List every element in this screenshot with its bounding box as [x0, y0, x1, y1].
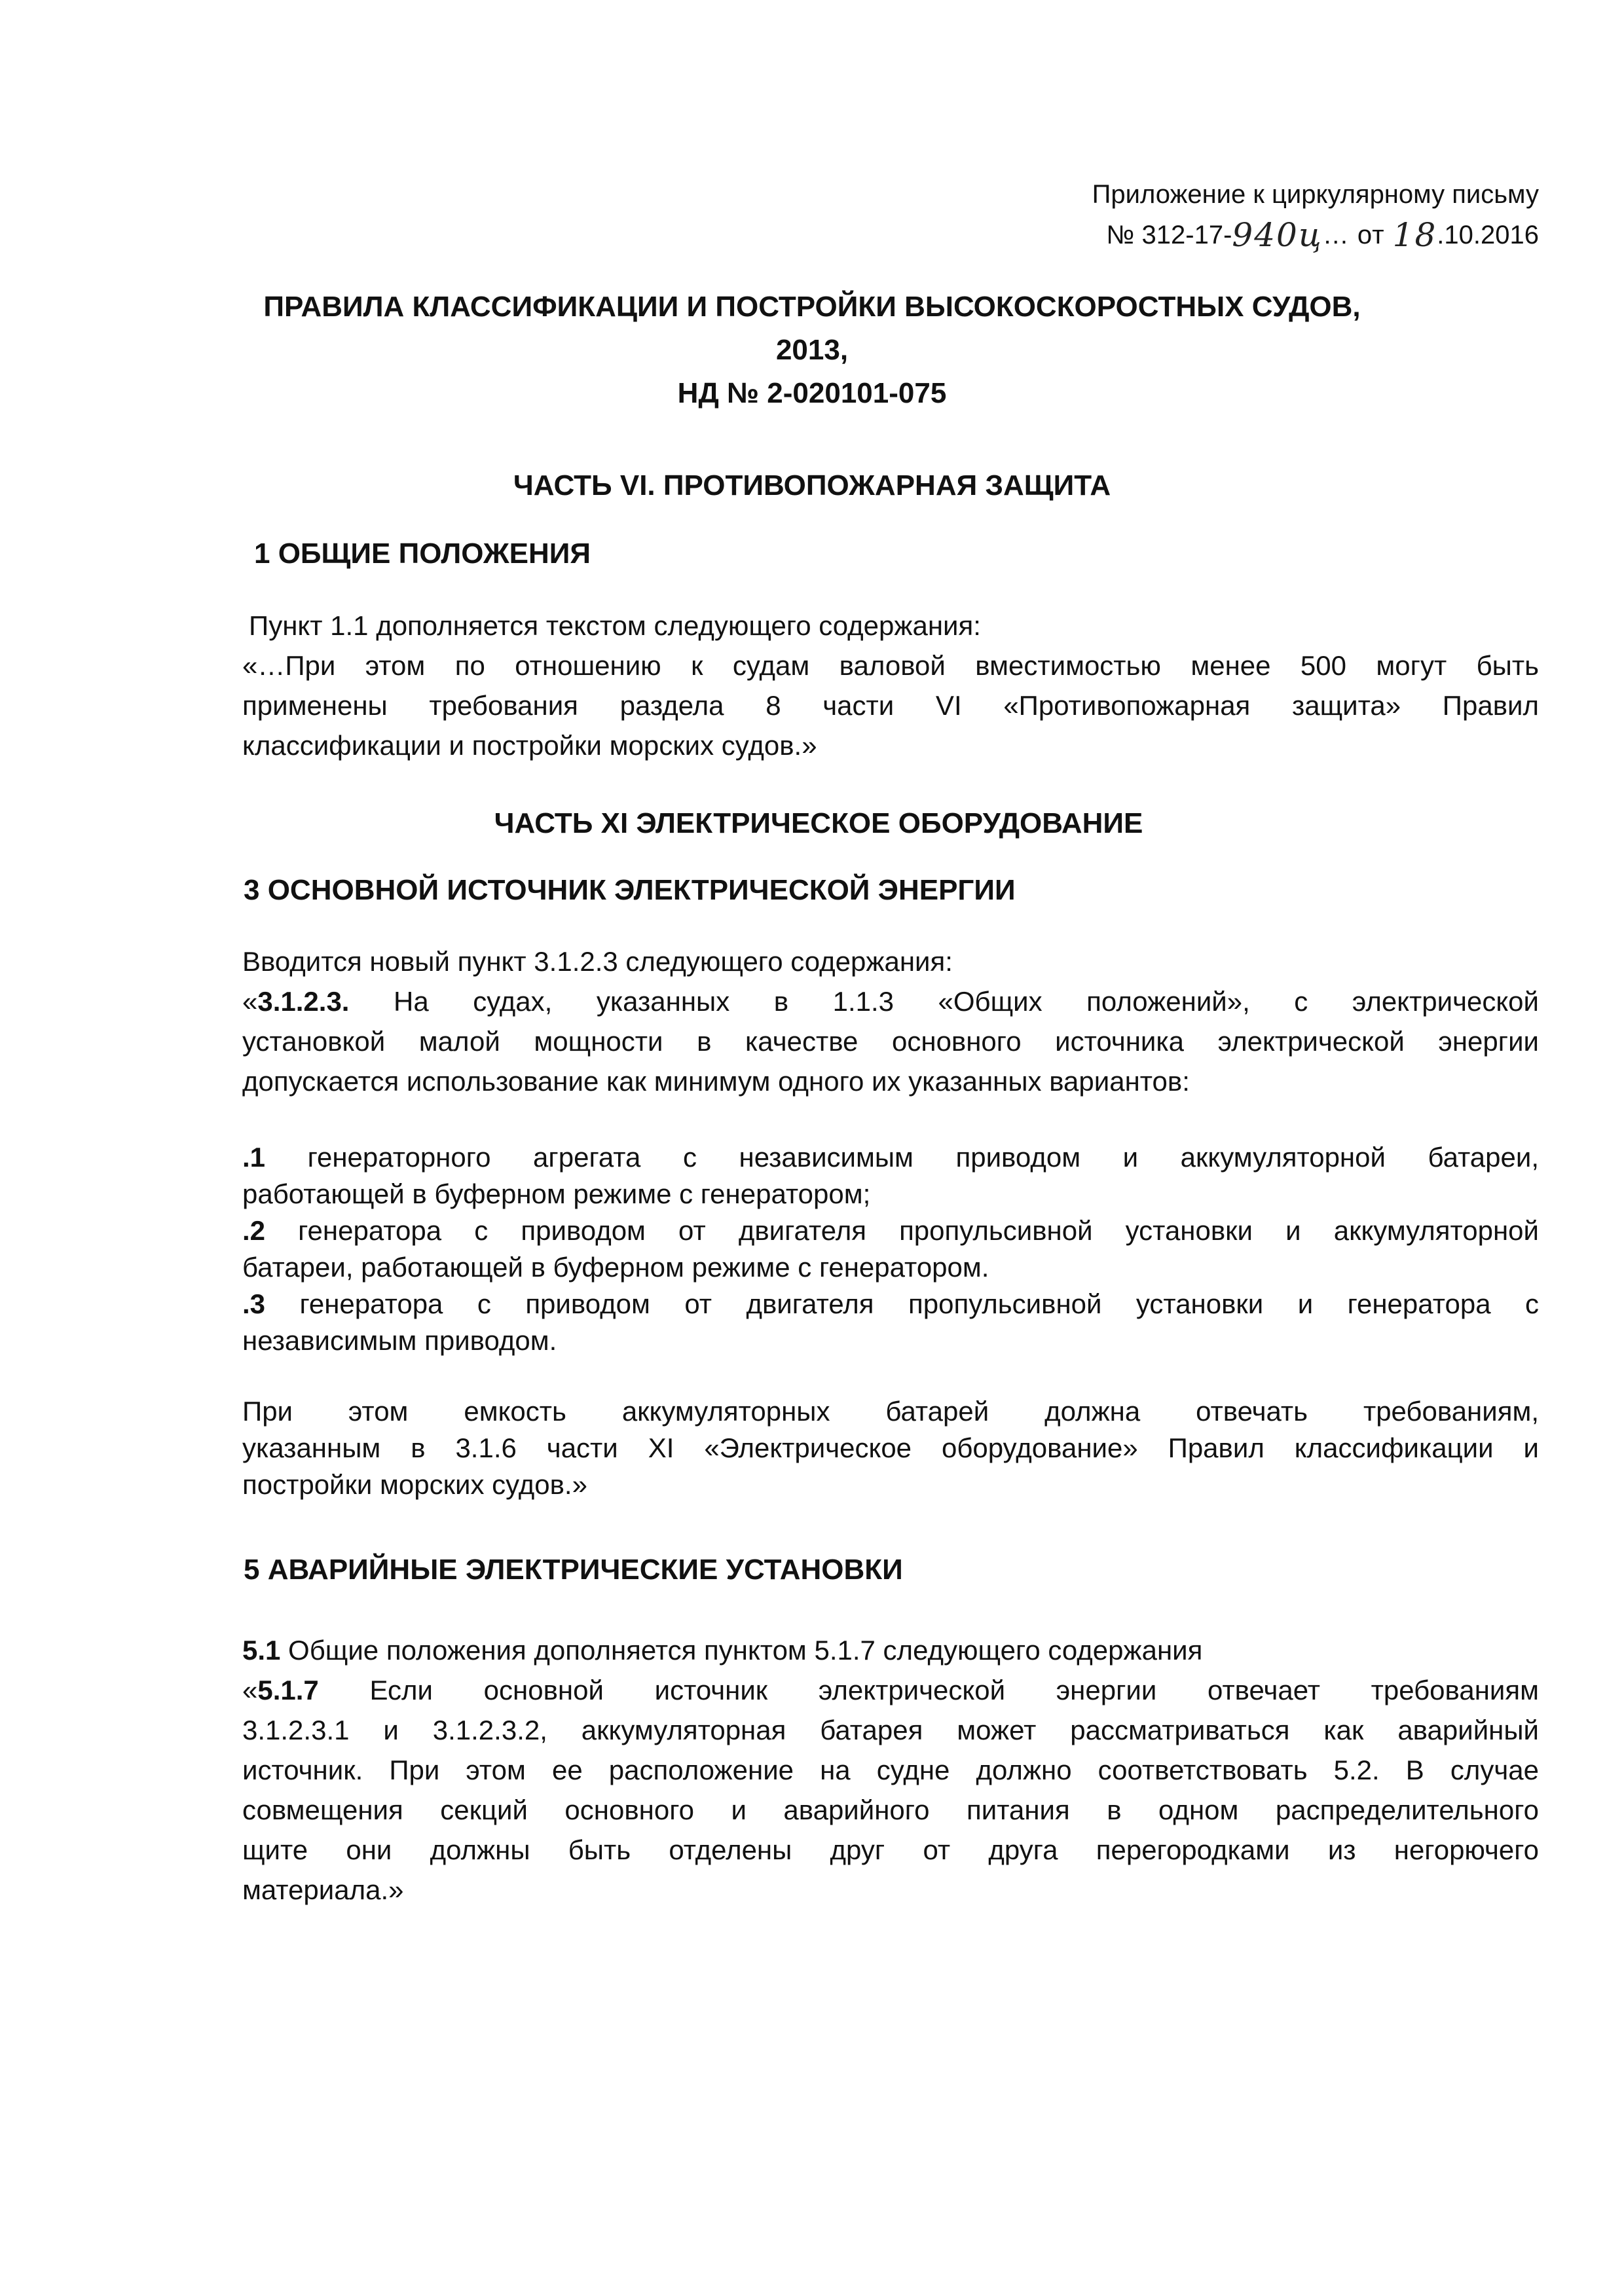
- section-3-intro: Вводится новый пункт 3.1.2.3 следующего содержания:: [242, 946, 953, 977]
- option-number: .1: [242, 1142, 266, 1173]
- option-item: [242, 1139, 1539, 1212]
- capacity-line: При этом емкость аккумуляторных батарей должна отвечать требованиям,: [242, 1396, 1539, 1427]
- option-number: .3: [242, 1288, 266, 1319]
- letter-number-line: [1092, 213, 1539, 254]
- document-title: [0, 285, 1624, 415]
- handwritten-letter-number: 940ц: [1232, 216, 1323, 254]
- capacity-paragraph: [242, 1393, 1539, 1503]
- section-1-intro: Пункт 1.1 дополняется текстом следующего содержания:: [249, 610, 981, 641]
- capacity-line: указанным в 3.1.6 части XI «Электрическое оборудование» Правил классификации и: [242, 1432, 1539, 1463]
- option-text: генераторного агрегата с независимым приводом и аккумуляторной батареи,: [265, 1142, 1539, 1173]
- clause-number: 5.1: [242, 1635, 281, 1666]
- option-line: независимым приводом.: [242, 1325, 557, 1356]
- item-text: Если основной источник электрической энергии отвечает требованиям: [318, 1675, 1539, 1705]
- option-item: [242, 1212, 1539, 1286]
- letter-date-middle: … от: [1322, 221, 1393, 249]
- item-5-1-7-line: материала.»: [242, 1874, 404, 1905]
- option-line: батареи, работающей в буферном режиме с генератором.: [242, 1252, 989, 1283]
- appendix-reference: [1092, 175, 1539, 254]
- section-1-heading: 1 ОБЩИЕ ПОЛОЖЕНИЯ: [254, 538, 591, 570]
- section-3-heading: 3 ОСНОВНОЙ ИСТОЧНИК ЭЛЕКТРИЧЕСКОЙ ЭНЕРГИИ: [244, 874, 1016, 906]
- section-5-intro: [242, 1630, 1539, 1670]
- clause-text: Общие положения дополняется пунктом 5.1.7 следующего содержания: [280, 1635, 1203, 1666]
- item-5-1-7-line: щите они должны быть отделены друг от друга перегородками из негорючего: [242, 1834, 1539, 1865]
- capacity-line: постройки морских судов.»: [242, 1469, 587, 1500]
- title-line-2: 2013,: [775, 334, 849, 366]
- quote-mark: «: [242, 1675, 258, 1705]
- item-5-1-7-line: 3.1.2.3.1 и 3.1.2.3.2, аккумуляторная батарея может рассматриваться как аварийный: [242, 1715, 1539, 1745]
- part-11-heading: ЧАСТЬ XI ЭЛЕКТРИЧЕСКОЕ ОБОРУДОВАНИЕ: [494, 807, 1143, 839]
- section-1-quote-line: «…При этом по отношению к судам валовой вместимостью менее 500 могут быть: [242, 650, 1539, 681]
- item-5-1-7-line: источник. При этом ее расположение на судне должно соответствовать 5.2. В случае: [242, 1755, 1539, 1785]
- handwritten-day: 18: [1392, 216, 1437, 254]
- item-number: 3.1.2.3.: [257, 986, 350, 1017]
- letter-number-prefix: № 312-17-: [1106, 221, 1232, 249]
- options-list: [242, 1139, 1539, 1359]
- item-text: На судах, указанных в 1.1.3 «Общих положений», с электрической: [349, 986, 1539, 1017]
- item-number: 5.1.7: [257, 1675, 319, 1705]
- appendix-line: Приложение к циркулярному письму: [1092, 180, 1539, 209]
- option-text: генератора с приводом от двигателя пропульсивной установки и генератора с: [265, 1288, 1539, 1319]
- section-1-body: [242, 606, 1539, 765]
- option-line: работающей в буферном режиме с генератором;: [242, 1178, 871, 1209]
- quote-mark: «: [242, 986, 258, 1017]
- part-6-heading: ЧАСТЬ VI. ПРОТИВОПОЖАРНАЯ ЗАЩИТА: [513, 469, 1111, 501]
- item-3-1-2-3-line: установкой малой мощности в качестве основного источника электрической энергии: [242, 1026, 1539, 1057]
- item-3-1-2-3-line: допускается использование как минимум одного их указанных вариантов:: [242, 1066, 1190, 1097]
- option-text: генератора с приводом от двигателя пропульсивной установки и аккумуляторной: [265, 1215, 1539, 1246]
- item-5-1-7-line: [242, 1670, 1539, 1710]
- item-5-1-7-line: совмещения секций основного и аварийного питания в одном распределительного: [242, 1795, 1539, 1825]
- item-3-1-2-3-line: [242, 981, 1539, 1021]
- option-number: .2: [242, 1215, 266, 1246]
- letter-date-suffix: .10.2016: [1437, 221, 1539, 249]
- title-line-3: НД № 2-020101-075: [677, 377, 947, 409]
- section-1-quote-line: классификации и постройки морских судов.»: [242, 730, 817, 761]
- section-1-quote-line: применены требования раздела 8 части VI «Противопожарная защита» Правил: [242, 690, 1539, 721]
- option-line: [242, 1139, 1539, 1176]
- option-line: [242, 1212, 1539, 1249]
- title-line-1: ПРАВИЛА КЛАССИФИКАЦИИ И ПОСТРОЙКИ ВЫСОКОСКОРОСТНЫХ СУДОВ,: [263, 291, 1361, 323]
- section-3-body: [242, 941, 1539, 1101]
- option-line: [242, 1286, 1539, 1322]
- section-5-body: [242, 1630, 1539, 1910]
- option-item: [242, 1286, 1539, 1359]
- section-5-heading: 5 АВАРИЙНЫЕ ЭЛЕКТРИЧЕСКИЕ УСТАНОВКИ: [244, 1554, 903, 1586]
